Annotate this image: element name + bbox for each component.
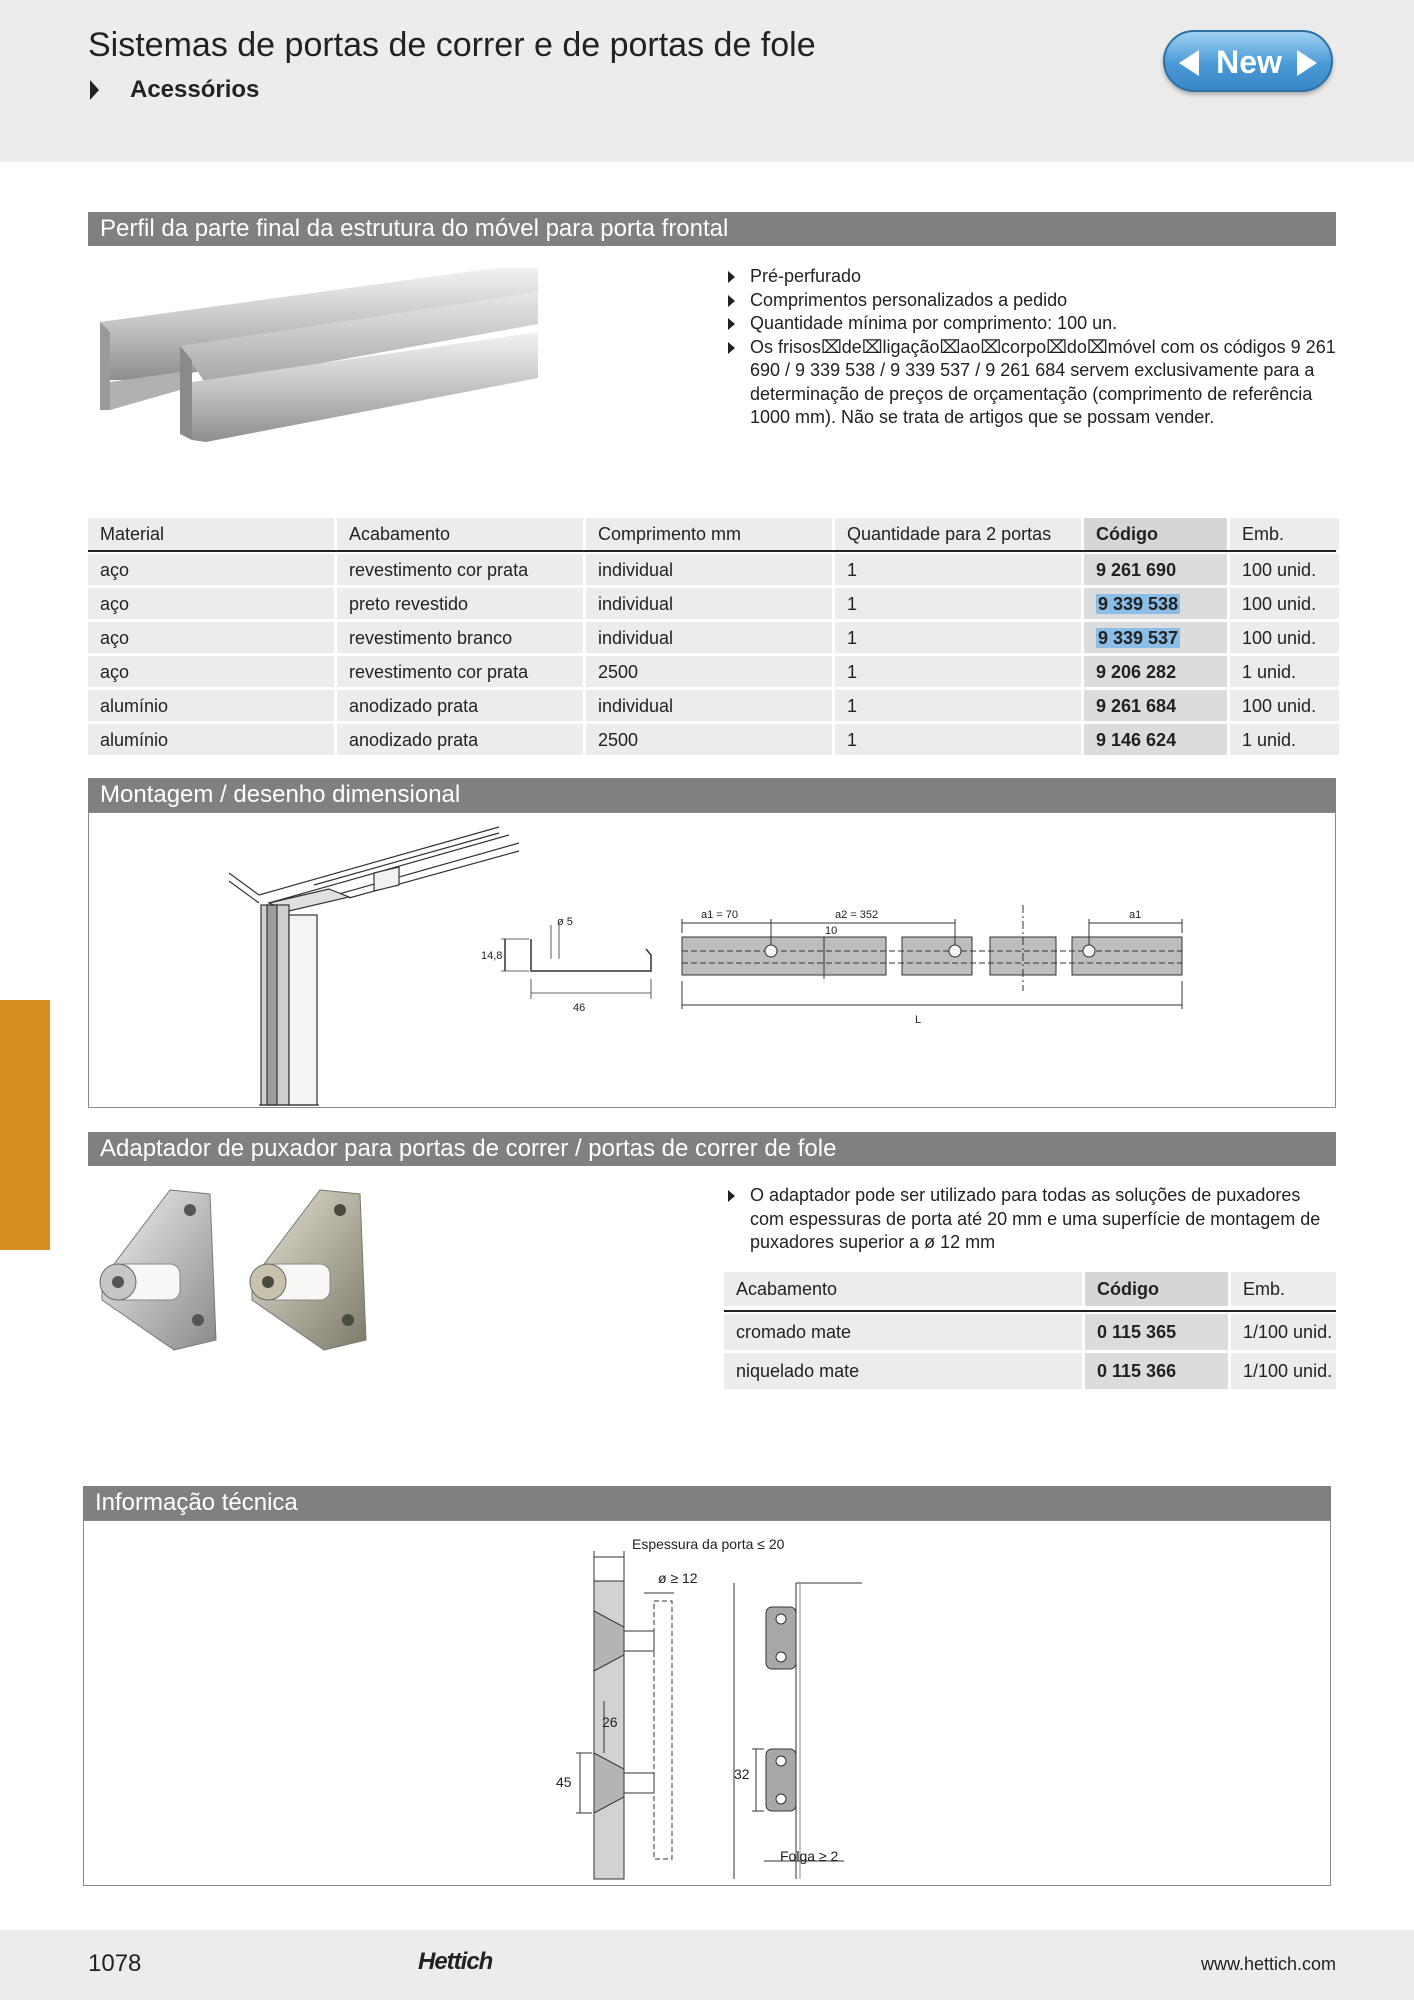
cell-length: individual: [586, 588, 832, 619]
triangle-left-icon: [1179, 50, 1199, 76]
cell-finish: anodizado prata: [337, 724, 583, 755]
dim-32-label: 32: [734, 1766, 750, 1782]
dim-a1-label: a1 = 70: [701, 909, 739, 921]
door-thickness-label: Espessura da porta ≤ 20: [632, 1536, 785, 1552]
footer-url[interactable]: www.hettich.com: [1200, 1954, 1336, 1974]
table-row: [724, 1314, 1336, 1350]
cell-length: individual: [586, 622, 832, 653]
bullet-item: Pré-perfurado: [724, 265, 1336, 289]
page-subtitle: Acessórios: [130, 76, 260, 103]
table-row: [88, 622, 1339, 653]
cell-length: individual: [586, 690, 832, 721]
page-footer: [0, 1930, 1414, 2000]
dim-a2-label: a2 = 352: [835, 909, 879, 921]
dim-height-label: 14,8: [481, 950, 503, 962]
cell-finish: niquelado mate: [724, 1353, 1082, 1389]
profile-cross-section: [501, 925, 651, 999]
column-header: Emb.: [1230, 518, 1339, 550]
cell-finish: preto revestido: [337, 588, 583, 619]
table-row: [88, 656, 1339, 687]
cell-material: aço: [88, 554, 334, 585]
brand-logo: Hettich: [418, 1948, 493, 1975]
cell-pack: 100 unid.: [1230, 690, 1339, 721]
dim-26-label: 26: [602, 1714, 618, 1730]
cell-code: [1084, 622, 1227, 653]
cell-finish: revestimento cor prata: [337, 554, 583, 585]
cell-code: 9 206 282: [1084, 656, 1227, 687]
bullet-item: Quantidade mínima por comprimento: 100 un.: [724, 312, 1336, 336]
section-title-mounting: Montagem / desenho dimensional: [88, 778, 1336, 812]
column-header: Acabamento: [724, 1272, 1082, 1306]
profile-rail-image: [96, 262, 546, 452]
profile-table: [88, 518, 1336, 754]
cell-code: 9 261 690: [1084, 554, 1227, 585]
dim-a1-end-label: a1: [1129, 909, 1142, 921]
page-title: Sistemas de portas de correr e de portas de fole: [88, 26, 816, 64]
section-title-profile: Perfil da parte final da estrutura do móvel para porta frontal: [88, 212, 1336, 246]
header-divider: [724, 1310, 1336, 1312]
column-header: Comprimento mm: [586, 518, 832, 550]
page-number: 1078: [88, 1950, 142, 1977]
bullet-item: Comprimentos personalizados a pedido: [724, 289, 1336, 313]
technical-drawing: [84, 1521, 1329, 1884]
cell-code: 0 115 366: [1085, 1353, 1228, 1389]
cell-length: individual: [586, 554, 832, 585]
column-header: Acabamento: [337, 518, 583, 550]
cell-material: aço: [88, 588, 334, 619]
cell-pack: 1 unid.: [1230, 724, 1339, 755]
technical-drawing-frame: [83, 1520, 1331, 1886]
new-badge: [1163, 30, 1333, 92]
cell-finish: anodizado prata: [337, 690, 583, 721]
page-header: [0, 0, 1414, 162]
adapter-chrome: [100, 1190, 216, 1350]
cell-pack: 100 unid.: [1230, 554, 1339, 585]
cell-quantity: 1: [835, 622, 1081, 653]
profile-bullets: [724, 265, 1336, 430]
dim-45-label: 45: [556, 1774, 572, 1790]
cell-code: 0 115 365: [1085, 1314, 1228, 1350]
cell-material: alumínio: [88, 690, 334, 721]
cell-material: alumínio: [88, 724, 334, 755]
dim-ten-label: 10: [825, 925, 838, 937]
subtitle-arrow-icon: [90, 80, 99, 100]
cell-code: [1084, 588, 1227, 619]
cell-pack: 1/100 unid.: [1231, 1353, 1336, 1389]
triangle-right-icon: [1297, 50, 1317, 76]
cell-material: aço: [88, 622, 334, 653]
column-header: Emb.: [1231, 1272, 1336, 1306]
adapter-nickel: [250, 1190, 366, 1350]
highlighted-code: 9 339 538: [1098, 594, 1179, 614]
cell-quantity: 1: [835, 690, 1081, 721]
table-row: [88, 724, 1339, 755]
table-header-row: [88, 518, 1339, 550]
adapter-bullets: [724, 1184, 1336, 1255]
bullet-item: O adaptador pode ser utilizado para todas as soluções de puxadores com espessuras de porta até 20 mm e uma superfície de montagem de puxadores superior a ø 12 mm: [724, 1184, 1336, 1255]
table-row: [88, 690, 1339, 721]
section-title-technical: Informação técnica: [83, 1486, 1331, 1520]
table-row: [88, 554, 1339, 585]
column-header: Código: [1085, 1272, 1228, 1306]
bullet-item: Os frisos⌧de⌧ligação⌧ao⌧corpo⌧do⌧móvel com os códigos 9 261 690 / 9 339 538 / 9 339 537 / 9 261 684 servem exclusivamente para a determinação de preços de orçamentação (comprimento de referência 1000 mm). Não se trata de artigos que se possam vender.: [724, 336, 1336, 430]
cell-material: aço: [88, 656, 334, 687]
highlighted-code: 9 339 537: [1098, 628, 1179, 648]
cell-pack: 1/100 unid.: [1231, 1314, 1336, 1350]
cell-quantity: 1: [835, 588, 1081, 619]
table-row: [88, 588, 1339, 619]
cell-pack: 100 unid.: [1230, 588, 1339, 619]
mounting-drawing-frame: [88, 812, 1336, 1108]
cell-finish: cromado mate: [724, 1314, 1082, 1350]
side-view: [576, 1551, 674, 1879]
gap-label: Folga ≥ 2: [780, 1848, 839, 1864]
cell-code: 9 261 684: [1084, 690, 1227, 721]
cell-pack: 100 unid.: [1230, 622, 1339, 653]
column-header: Material: [88, 518, 334, 550]
cell-finish: revestimento branco: [337, 622, 583, 653]
handle-adapter-image: [92, 1180, 432, 1360]
dim-hole-label: ø 5: [557, 916, 573, 928]
column-header: Quantidade para 2 portas: [835, 518, 1081, 550]
cell-quantity: 1: [835, 724, 1081, 755]
rail-segments: [682, 905, 1182, 1009]
dim-width-label: 46: [573, 1002, 586, 1014]
dimension-drawing: [89, 813, 1334, 1106]
table-header-row: [724, 1272, 1336, 1306]
dim-length-label: L: [915, 1014, 922, 1026]
table-row: [724, 1353, 1336, 1389]
side-tab-marker: [0, 1000, 50, 1250]
front-view: [734, 1583, 862, 1879]
cell-length: 2500: [586, 724, 832, 755]
new-badge-label: New: [1216, 44, 1282, 80]
cabinet-corner-illustration: [229, 827, 519, 1105]
section-title-adapter: Adaptador de puxador para portas de correr / portas de correr de fole: [88, 1132, 1336, 1166]
cell-length: 2500: [586, 656, 832, 687]
diameter-label: ø ≥ 12: [658, 1570, 698, 1586]
column-header: Código: [1084, 518, 1227, 550]
header-divider: [88, 550, 1336, 552]
cell-code: 9 146 624: [1084, 724, 1227, 755]
cell-quantity: 1: [835, 554, 1081, 585]
cell-finish: revestimento cor prata: [337, 656, 583, 687]
cell-pack: 1 unid.: [1230, 656, 1339, 687]
adapter-table: [724, 1272, 1336, 1390]
cell-quantity: 1: [835, 656, 1081, 687]
